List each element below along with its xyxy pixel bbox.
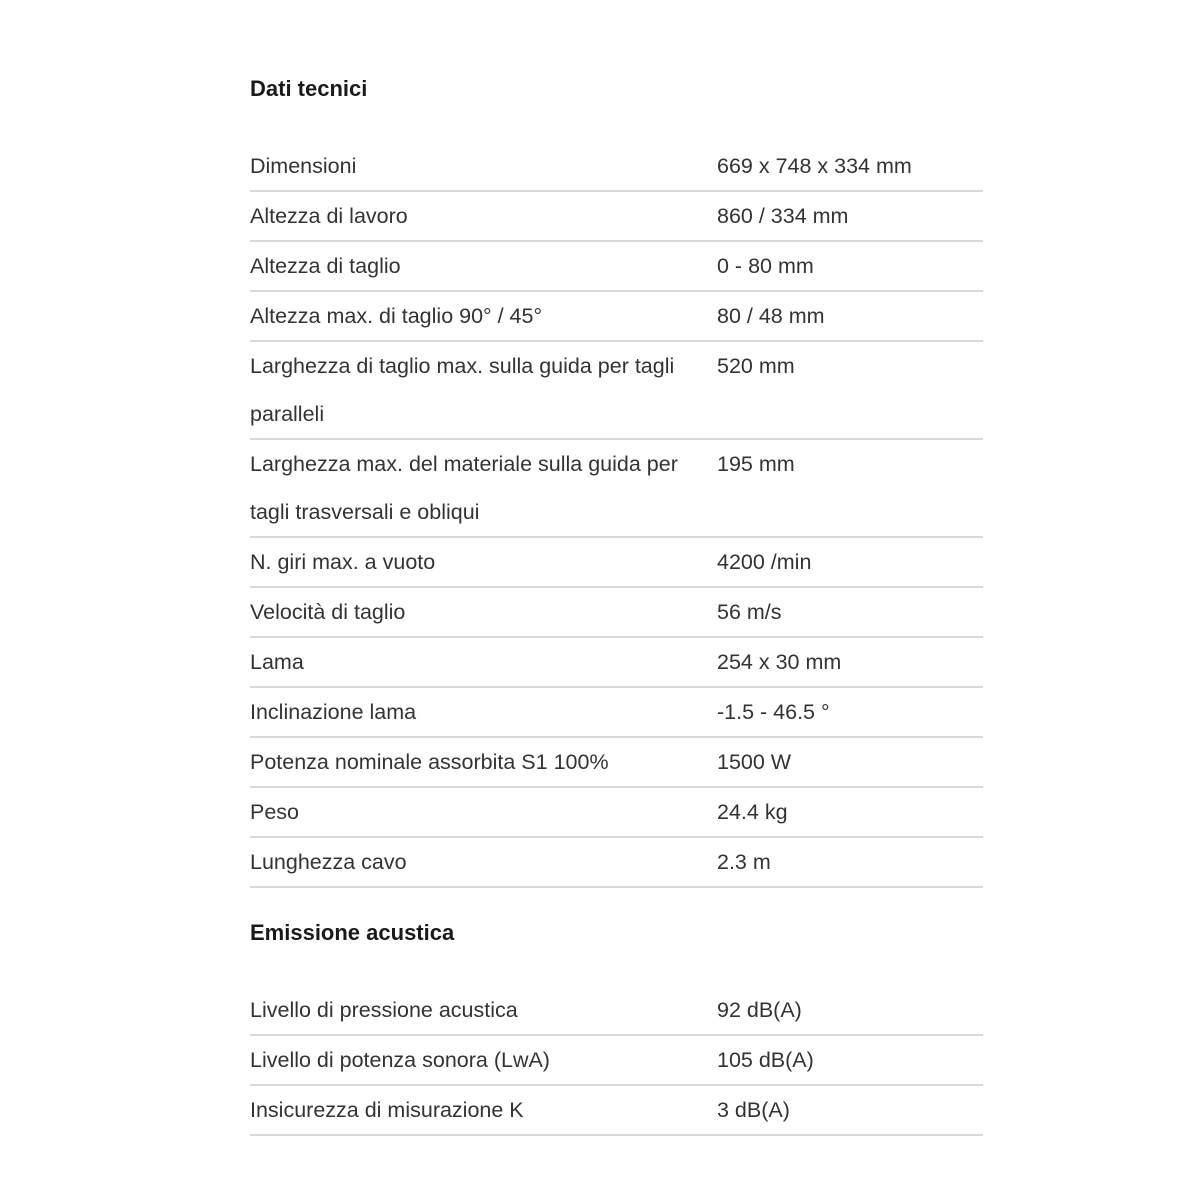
spec-row — [250, 142, 983, 191]
spec-label: Lama — [250, 637, 717, 687]
spec-row — [250, 241, 983, 291]
spec-value: 520 mm — [717, 341, 983, 439]
spec-row — [250, 439, 983, 537]
spec-value: 105 dB(A) — [717, 1035, 983, 1085]
spec-label: Larghezza di taglio max. sulla guida per tagli paralleli — [250, 341, 717, 439]
spec-row — [250, 737, 983, 787]
spec-sheet — [250, 72, 975, 1136]
spec-row — [250, 787, 983, 837]
spec-label: Peso — [250, 787, 717, 837]
spec-value: 3 dB(A) — [717, 1085, 983, 1135]
technical-data-table — [250, 142, 983, 888]
spec-label: Altezza di lavoro — [250, 191, 717, 241]
spec-label: Larghezza max. del materiale sulla guida per tagli trasversali e obliqui — [250, 439, 717, 537]
acoustic-emission-heading: Emissione acustica — [250, 920, 455, 945]
spec-label: N. giri max. a vuoto — [250, 537, 717, 587]
spec-value: 2.3 m — [717, 837, 983, 887]
spec-value: 56 m/s — [717, 587, 983, 637]
spec-label: Lunghezza cavo — [250, 837, 717, 887]
spec-label: Livello di pressione acustica — [250, 986, 717, 1035]
spec-value: 669 x 748 x 334 mm — [717, 142, 983, 191]
spec-value: 195 mm — [717, 439, 983, 537]
spec-value: 24.4 kg — [717, 787, 983, 837]
spec-value: 92 dB(A) — [717, 986, 983, 1035]
spec-row — [250, 341, 983, 439]
spec-row — [250, 1035, 983, 1085]
spec-label: Altezza di taglio — [250, 241, 717, 291]
spec-value: 80 / 48 mm — [717, 291, 983, 341]
spec-row — [250, 191, 983, 241]
spec-row — [250, 587, 983, 637]
spec-value: 0 - 80 mm — [717, 241, 983, 291]
spec-label: Insicurezza di misurazione K — [250, 1085, 717, 1135]
spec-value: 254 x 30 mm — [717, 637, 983, 687]
spec-label: Livello di potenza sonora (LwA) — [250, 1035, 717, 1085]
spec-row — [250, 291, 983, 341]
spec-row — [250, 837, 983, 887]
spec-row — [250, 637, 983, 687]
acoustic-emission-table — [250, 986, 983, 1136]
spec-label: Dimensioni — [250, 142, 717, 191]
spec-value: 1500 W — [717, 737, 983, 787]
spec-label: Potenza nominale assorbita S1 100% — [250, 737, 717, 787]
technical-data-heading: Dati tecnici — [250, 76, 368, 101]
spec-label: Altezza max. di taglio 90° / 45° — [250, 291, 717, 341]
spec-row — [250, 986, 983, 1035]
spec-row — [250, 687, 983, 737]
spec-label: Velocità di taglio — [250, 587, 717, 637]
spec-label: Inclinazione lama — [250, 687, 717, 737]
spec-value: 860 / 334 mm — [717, 191, 983, 241]
spec-value: -1.5 - 46.5 ° — [717, 687, 983, 737]
spec-row — [250, 537, 983, 587]
spec-row — [250, 1085, 983, 1135]
spec-value: 4200 /min — [717, 537, 983, 587]
